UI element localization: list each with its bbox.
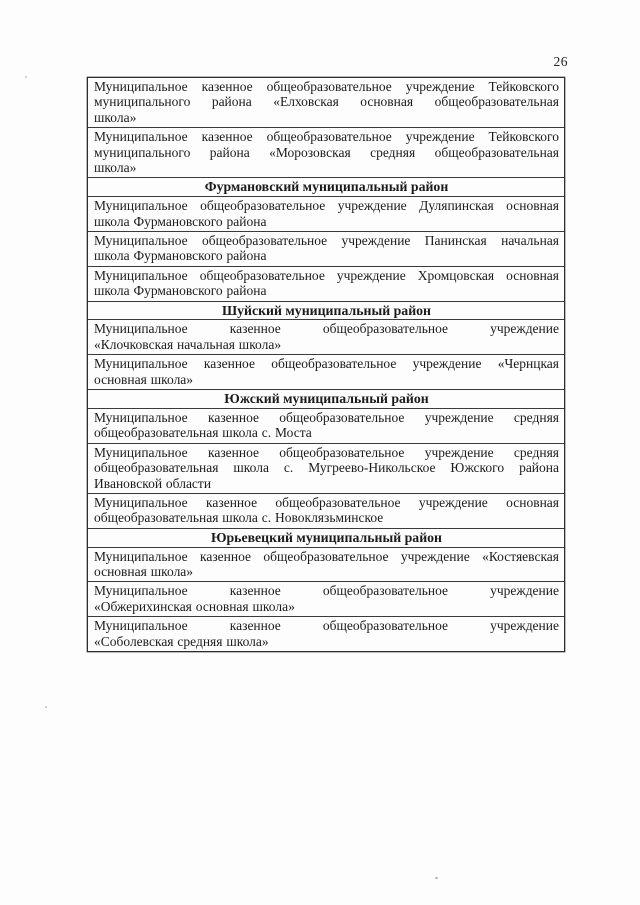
- table-row-line: основная школа»: [94, 371, 194, 387]
- table-row-line: Муниципальное общеобразовательное учреждение Дуляпинская основная: [94, 198, 559, 214]
- table-row-line: Муниципальное казенное общеобразовательное учреждение Тейковского: [94, 129, 559, 145]
- section-header-row: Юрьевецкий муниципальный район: [88, 528, 564, 547]
- table-row: [88, 547, 564, 582]
- table-row-line: общеобразовательная школа с. Новоклязьминское: [94, 510, 384, 526]
- table-row-line: муниципального района «Морозовская средняя общеобразовательная: [94, 144, 559, 160]
- table-row-line: Муниципальное общеобразовательное учреждение Хромцовская основная: [94, 267, 559, 283]
- table-row-line: школа Фурмановского района: [94, 248, 267, 264]
- table-row: [88, 78, 564, 127]
- table-row-line: Муниципальное казенное общеобразовательное учреждение: [94, 321, 559, 337]
- table-row: [88, 127, 564, 177]
- table-row-line: муниципального района «Елховская основная общеобразовательная: [94, 94, 559, 110]
- institutions-table: [87, 77, 565, 652]
- table-row-line: общеобразовательная школа с. Моста: [94, 425, 312, 441]
- table-row-line: школа Фурмановского района: [94, 213, 267, 229]
- table-row: [88, 319, 564, 354]
- table-row: [88, 354, 564, 389]
- table-row: [88, 266, 564, 301]
- table-row-line: Муниципальное казенное общеобразовательное учреждение основная: [94, 494, 559, 510]
- table-row-line: школа»: [94, 160, 137, 176]
- table-row-line: школа Фурмановского района: [94, 283, 267, 299]
- scan-artifact-dot: [45, 706, 47, 708]
- section-header-row: Южский муниципальный район: [88, 389, 564, 408]
- table-row-line: Муниципальное казенное общеобразовательное учреждение: [94, 583, 559, 599]
- scan-artifact-dot: [435, 877, 438, 879]
- table-row-line: Муниципальное общеобразовательное учреждение Панинская начальная: [94, 233, 559, 249]
- table-row: [88, 616, 564, 651]
- table-row-line: Муниципальное казенное общеобразовательное учреждение: [94, 618, 559, 634]
- table-row-line: Муниципальное казенное общеобразовательное учреждение средняя: [94, 409, 559, 425]
- table-row: [88, 231, 564, 266]
- table-row-line: «Соболевская средняя школа»: [94, 633, 269, 649]
- table-row-line: Муниципальное казенное общеобразовательное учреждение средняя: [94, 444, 559, 460]
- table-row: [88, 408, 564, 443]
- table-row-line: Ивановской области: [94, 475, 212, 491]
- table-row-line: основная школа»: [94, 563, 194, 579]
- page-number: 26: [553, 54, 568, 69]
- table-row-line: Муниципальное казенное общеобразовательное учреждение «Костяевская: [94, 548, 559, 564]
- table-row-line: школа»: [94, 109, 137, 125]
- table-row: [88, 493, 564, 528]
- table-row-line: общеобразовательная школа с. Мугреево-Никольское Южского района: [94, 460, 559, 476]
- table-row-line: Муниципальное казенное общеобразовательное учреждение Тейковского: [94, 79, 559, 94]
- table-row-line: «Обжерихинская основная школа»: [94, 598, 295, 614]
- section-header-row: Фурмановский муниципальный район: [88, 177, 564, 196]
- table-row-line: «Клочковская начальная школа»: [94, 336, 282, 352]
- table-row-line: Муниципальное казенное общеобразовательное учреждение «Чернцкая: [94, 356, 559, 372]
- scan-artifact-dot: [25, 76, 27, 78]
- table-row: [88, 581, 564, 616]
- table-row: [88, 443, 564, 493]
- table-row: [88, 196, 564, 231]
- section-header-row: Шуйский муниципальный район: [88, 301, 564, 320]
